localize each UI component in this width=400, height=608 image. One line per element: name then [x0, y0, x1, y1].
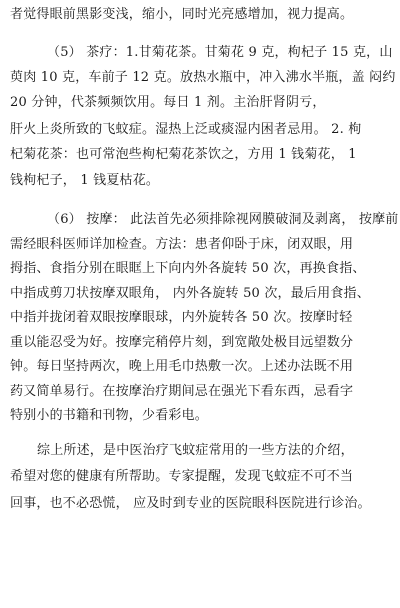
text-line: 钱枸杞子， 1 钱夏枯花。 — [10, 173, 160, 188]
text-line: 20 分钟，代茶频频饮用。每日 1 剂。主治肝肾阴亏， — [10, 95, 326, 110]
text-line: 拇指、食指分别在眼眶上下向内外各旋转 50 次，再换食指、 — [10, 261, 366, 276]
text-line: 回事，也不必恐慌， 应及时到专业的医院眼科医院进行诊治。 — [10, 496, 371, 511]
text-line: 杞菊花茶：也可常泡些枸杞菊花茶饮之，方用 1 钱菊花， 1 — [10, 147, 357, 162]
text-line: （5） 茶疗：1.甘菊花茶。甘菊花 9 克，枸杞子 15 克，山 — [47, 45, 393, 60]
text-line: 中指成剪刀状按摩双眼角， 内外各旋转 50 次，最后用食指、 — [10, 286, 370, 301]
text-line: 萸肉 10 克，车前子 12 克。放热水瓶中，冲入沸水半瓶，盖 闷约 — [10, 70, 396, 85]
text-line: 综上所述，是中医治疗飞蚊症常用的一些方法的介绍， — [37, 443, 354, 458]
text-line: 重以能忍受为好。按摩完稍停片刻，到宽敞处极目远望数分 — [10, 335, 354, 350]
text-line: 药又简单易行。在按摩治疗期间忌在强光下看东西，忌看字 — [10, 384, 354, 399]
text-line: 需经眼科医师详加检查。方法：患者仰卧于床，闭双眼，用 — [10, 237, 354, 252]
text-line: 钟。每日坚持两次，晚上用毛巾热敷一次。上述办法既不用 — [10, 359, 354, 374]
text-line: 中指并拢闭着双眼按摩眼球，内外旋转各 50 次。按摩时轻 — [10, 310, 353, 325]
text-line: 希望对您的健康有所帮助。专家提醒，发现飞蚊症不可不当 — [10, 469, 354, 484]
text-line: 肝火上炎所致的飞蚊症。湿热上泛或痰湿内困者忌用。 2. 枸 — [10, 122, 362, 137]
text-line: 者觉得眼前黑影变浅，缩小，同时光亮感增加，视力提高。 — [10, 7, 354, 22]
text-line: 特别小的书籍和刊物，少看彩电。 — [10, 408, 209, 423]
text-line: （6） 按摩： 此法首先必须排除视网膜破洞及剥离， 按摩前 — [47, 212, 399, 227]
